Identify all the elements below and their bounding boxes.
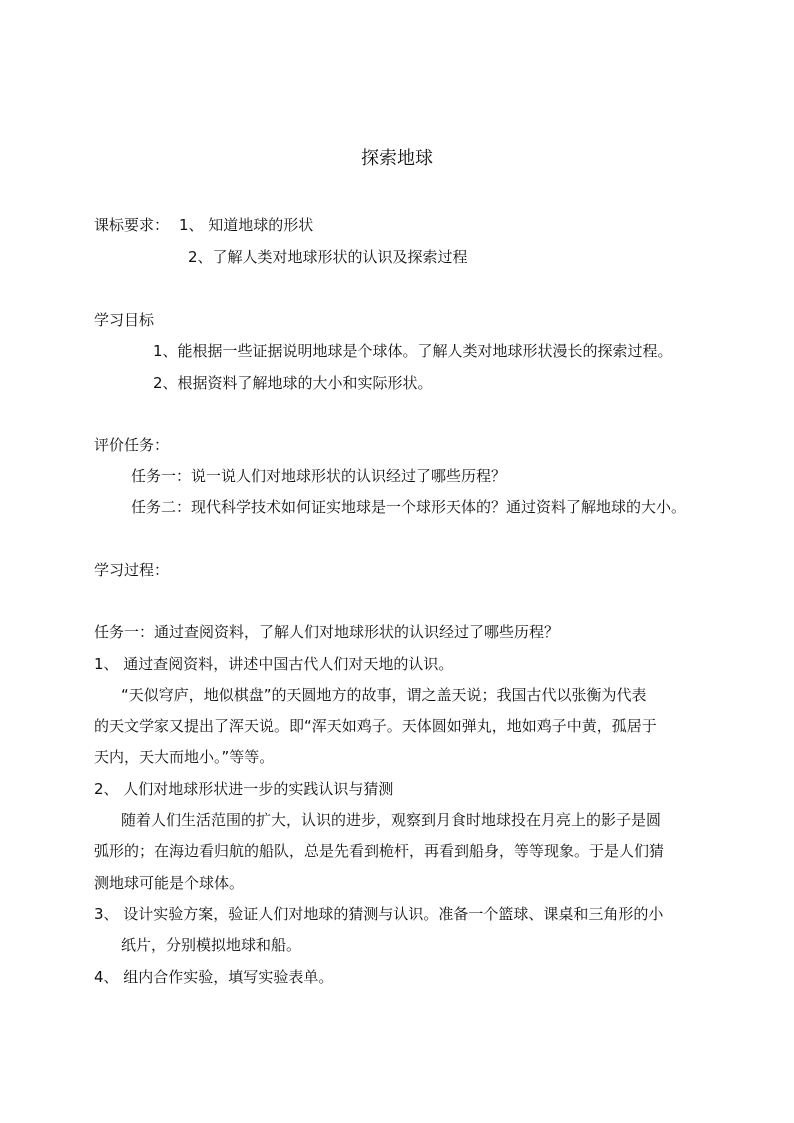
process-step-1: 1、 通过查阅资料，讲述中国古代人们对天地的认识。 [94, 655, 454, 673]
goals-heading: 学习目标 [94, 311, 155, 329]
goal-item-1: 1、能根据一些证据说明地球是个球体。了解人类对地球形状漫长的探索过程。 [153, 342, 673, 360]
process-heading: 学习过程： [94, 561, 170, 579]
process-step-2-paragraph-line-2: 弧形的；在海边看归航的船队，总是先看到桅杆，再看到船身，等等现象。于是人们猜 [94, 842, 665, 860]
process-step-3-line-1: 3、 设计实验方案，验证人们对地球的猜测与认识。准备一个篮球、课桌和三角形的小 [94, 905, 664, 923]
evaluation-task-1: 任务一：说一说人们对地球形状的认识经过了哪些历程？ [131, 467, 507, 485]
goal-item-2: 2、根据资料了解地球的大小和实际形状。 [153, 374, 433, 392]
process-step-2: 2、 人们对地球形状进一步的实践认识与猜测 [94, 780, 394, 798]
process-step-4: 4、 组内合作实验，填写实验表单。 [94, 968, 334, 986]
process-step-3-line-2: 纸片，分别模拟地球和船。 [121, 936, 302, 954]
curriculum-label: 课标要求： [94, 216, 170, 234]
process-step-1-paragraph-line-2: 的天文学家又提出了浑天说。即“浑天如鸡子。天体圆如弹丸，地如鸡子中黄，孤居于 [94, 717, 657, 735]
curriculum-item-1: 1、 知道地球的形状 [179, 216, 314, 234]
process-task-1-heading: 任务一：通过查阅资料，了解人们对地球形状的认识经过了哪些历程？ [94, 623, 560, 641]
process-step-2-paragraph-line-3: 测地球可能是个球体。 [94, 874, 245, 892]
process-step-1-paragraph-line-3: 天内，天大而地小。”等等。 [94, 748, 275, 766]
process-step-1-paragraph-line-1: “天似穹庐，地似棋盘”的天圆地方的故事，谓之盖天说；我国古代以张衡为代表 [121, 686, 647, 704]
evaluation-heading: 评价任务： [94, 436, 170, 454]
page-title: 探索地球 [361, 148, 433, 169]
evaluation-task-2: 任务二：现代科学技术如何证实地球是一个球形天体的？通过资料了解地球的大小。 [131, 498, 687, 516]
process-step-2-paragraph-line-1: 随着人们生活范围的扩大，认识的进步，观察到月食时地球投在月亮上的影子是圆 [121, 811, 662, 829]
curriculum-item-2: 2、了解人类对地球形状的认识及探索过程 [188, 248, 468, 266]
